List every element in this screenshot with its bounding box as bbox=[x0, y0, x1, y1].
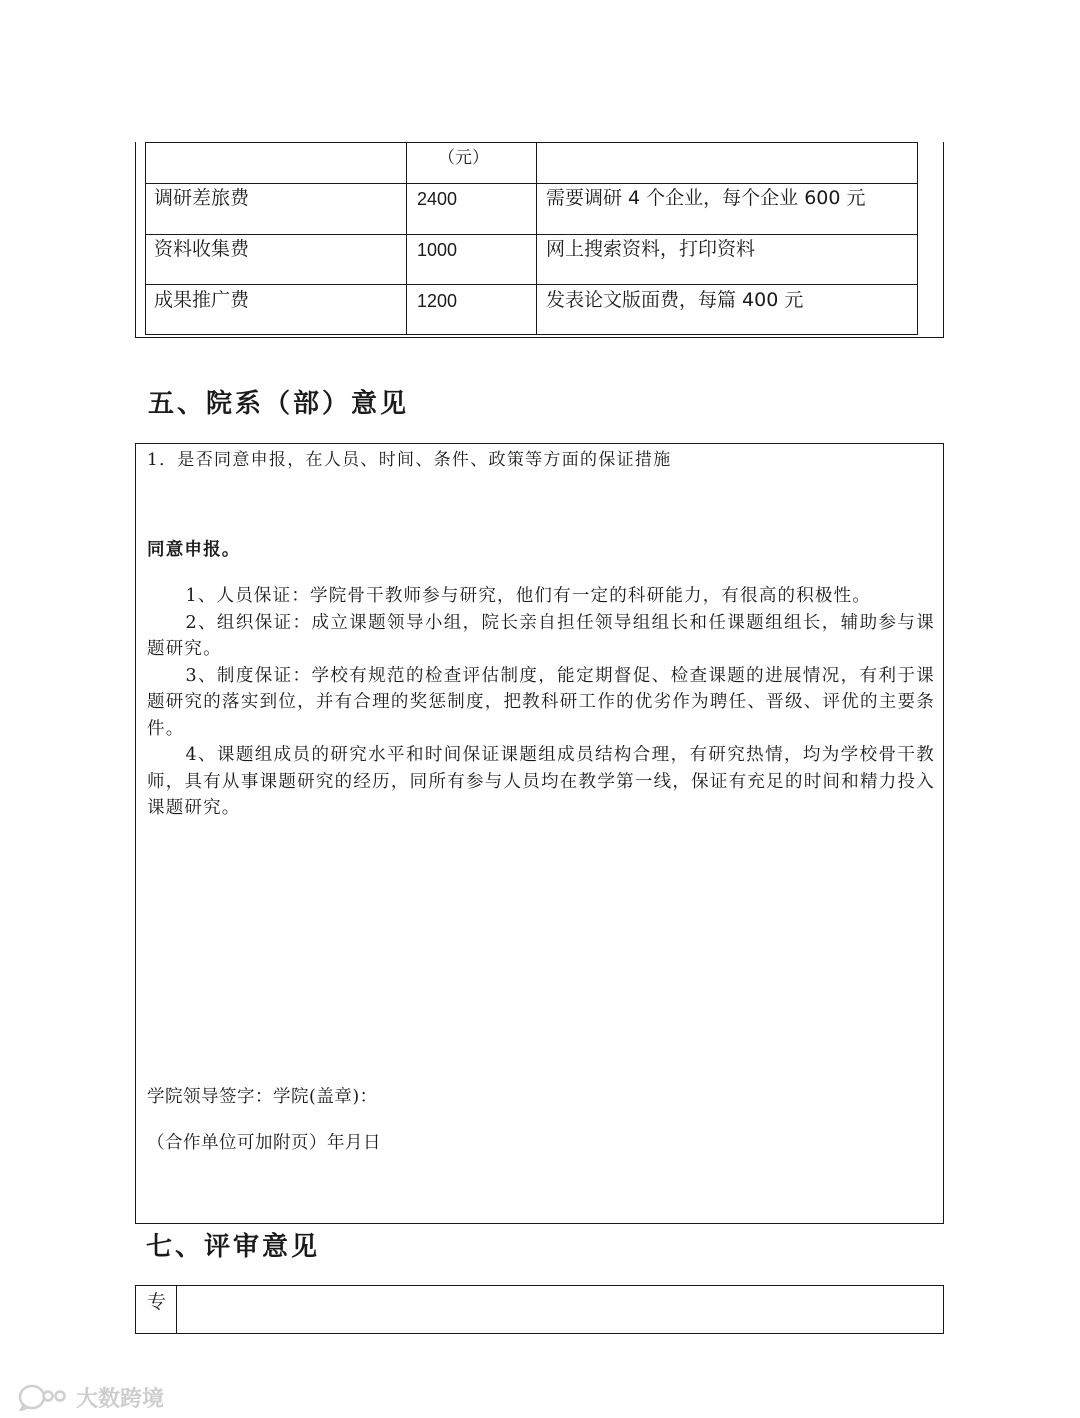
chat-bubble-logo-icon bbox=[18, 1383, 74, 1411]
guarantee-item: 4、课题组成员的研究水平和时间保证课题组成员结构合理，有研究热情，均为学校骨干教师，具有从事课题研究的经历，同所有参与人员均在教学第一线，保证有充足的时间和精力投入课题研究。 bbox=[147, 745, 935, 818]
budget-amount: 1000 bbox=[417, 240, 458, 260]
guarantee-item: 2、组织保证：成立课题领导小组，院长亲自担任领导组组长和任课题组组长，辅助参与课题研究。 bbox=[147, 612, 935, 659]
agree-statement: 同意申报。 bbox=[147, 540, 241, 560]
review-table bbox=[135, 1285, 944, 1334]
guarantee-item: 1、人员保证：学院骨干教师参与研究，他们有一定的科研能力，有很高的积极性。 bbox=[185, 586, 872, 606]
budget-note: 发表论文版面费，每篇 400 元 bbox=[546, 289, 804, 311]
guarantee-item: 3、制度保证：学校有规范的检查评估制度，能定期督促、检查课题的进展情况，有利于课题研究的落实到位，并有合理的奖惩制度，把教科研工作的优劣作为聘任、晋级、评优的主要条件。 bbox=[147, 665, 935, 739]
date-line: （合作单位可加附页）年月日 bbox=[147, 1133, 381, 1153]
watermark bbox=[18, 1382, 164, 1412]
budget-note: 网上搜索资料，打印资料 bbox=[546, 238, 756, 260]
budget-note: 需要调研 4 个企业，每个企业 600 元 bbox=[546, 187, 866, 209]
section7-title: 七、评审意见 bbox=[146, 1232, 321, 1262]
leader-signature: 学院领导签字：学院(盖章)： bbox=[147, 1087, 378, 1107]
section5-question: 1．是否同意申报，在人员、时间、条件、政策等方面的保证措施 bbox=[147, 450, 672, 470]
budget-amount: 1200 bbox=[417, 291, 458, 311]
amount-unit-header: （元） bbox=[438, 148, 489, 168]
budget-item: 资料收集费 bbox=[154, 238, 250, 260]
budget-amount: 2400 bbox=[417, 189, 458, 209]
budget-item: 成果推广费 bbox=[154, 289, 250, 311]
budget-item: 调研差旅费 bbox=[154, 187, 250, 209]
watermark-text: 大数跨境 bbox=[76, 1386, 165, 1412]
guarantee-measures bbox=[147, 583, 935, 822]
section5-title: 五、院系（部）意见 bbox=[148, 389, 410, 419]
review-first-cell: 专 bbox=[147, 1291, 167, 1313]
